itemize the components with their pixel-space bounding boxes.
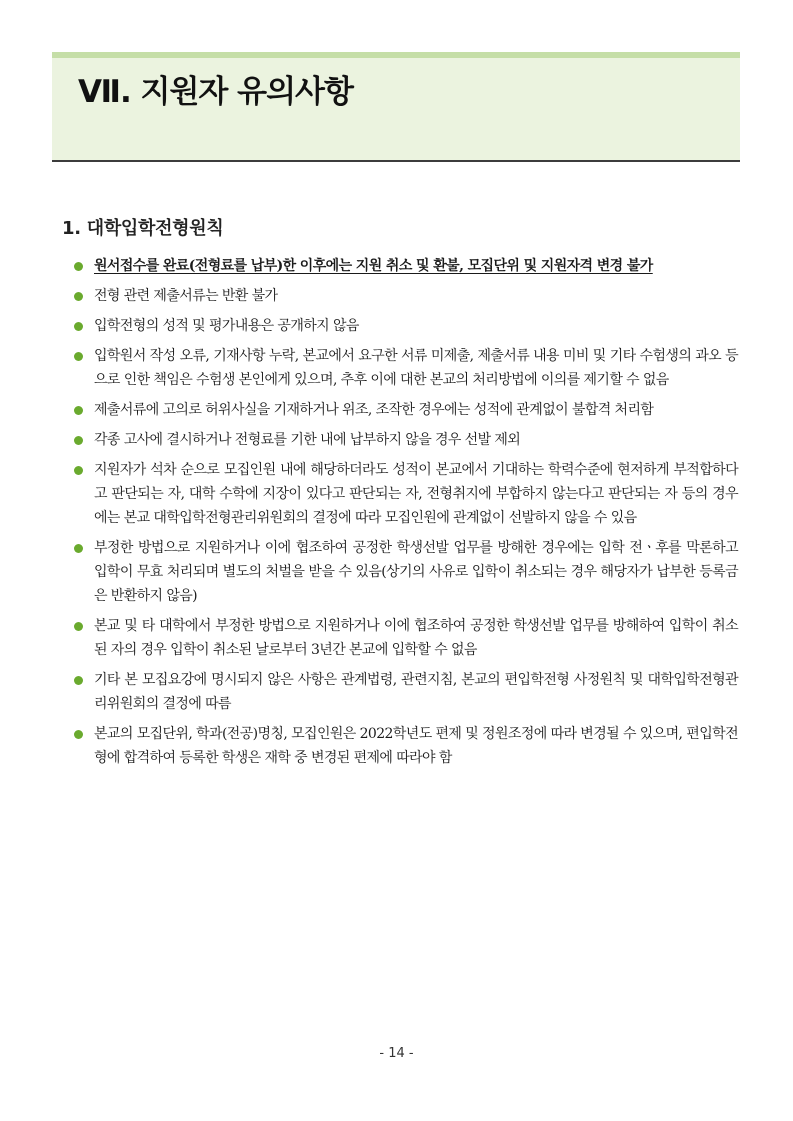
rule-item	[72, 458, 738, 530]
bullet-dot-icon	[74, 292, 83, 301]
rule-item	[72, 536, 738, 608]
rule-item	[72, 668, 738, 716]
bullet-dot-icon	[74, 466, 83, 475]
bullet-dot-icon	[74, 622, 83, 631]
chapter-header	[52, 52, 740, 162]
rule-text: 본교의 모집단위, 학과(전공)명칭, 모집인원은 2022학년도 편제 및 정원조정에 따라 변경될 수 있으며, 편입학전형에 합격하여 등록한 학생은 재학 중 변경된 편제에 따라야 함	[94, 726, 738, 766]
section-title: 1. 대학입학전형원칙	[62, 218, 224, 239]
rule-item	[72, 254, 738, 278]
rule-item	[72, 284, 738, 308]
bullet-dot-icon	[74, 544, 83, 553]
bullet-dot-icon	[74, 730, 83, 739]
bullet-dot-icon	[74, 322, 83, 331]
rule-text: 각종 고사에 결시하거나 전형료를 기한 내에 납부하지 않을 경우 선발 제외	[94, 432, 521, 448]
rule-text: 원서접수를 완료(전형료를 납부)한 이후에는 지원 취소 및 환불, 모집단위 및 지원자격 변경 불가	[94, 258, 653, 274]
rule-text: 본교 및 타 대학에서 부정한 방법으로 지원하거나 이에 협조하여 공정한 학생선발 업무를 방해하여 입학이 취소된 자의 경우 입학이 취소된 날로부터 3년간 본교에 입학할 수 없음	[94, 618, 738, 658]
rule-item	[72, 314, 738, 338]
rule-text: 부정한 방법으로 지원하거나 이에 협조하여 공정한 학생선발 업무를 방해한 경우에는 입학 전ㆍ후를 막론하고 입학이 무효 처리되며 별도의 처벌을 받을 수 있음(상기의 사유로 입학이 취소되는 경우 해당자가 납부한 등록금은 반환하지 않음)	[94, 540, 738, 604]
rule-text: 제출서류에 고의로 허위사실을 기재하거나 위조, 조작한 경우에는 성적에 관계없이 불합격 처리함	[94, 402, 654, 418]
chapter-title: Ⅶ. 지원자 유의사항	[78, 74, 353, 110]
rule-text: 입학원서 작성 오류, 기재사항 누락, 본교에서 요구한 서류 미제출, 제출서류 내용 미비 및 기타 수험생의 과오 등으로 인한 책임은 수험생 본인에게 있으며, 추후 이에 대한 본교의 처리방법에 이의를 제기할 수 없음	[94, 348, 738, 388]
page-number: - 14 -	[379, 1046, 414, 1061]
rule-item	[72, 614, 738, 662]
rule-list	[72, 254, 738, 776]
rule-item	[72, 428, 738, 452]
bullet-dot-icon	[74, 406, 83, 415]
bullet-dot-icon	[74, 676, 83, 685]
rule-text: 전형 관련 제출서류는 반환 불가	[94, 288, 278, 304]
rule-text: 입학전형의 성적 및 평가내용은 공개하지 않음	[94, 318, 359, 334]
bullet-dot-icon	[74, 436, 83, 445]
bullet-dot-icon	[74, 352, 83, 361]
rule-text: 지원자가 석차 순으로 모집인원 내에 해당하더라도 성적이 본교에서 기대하는 학력수준에 현저하게 부적합하다고 판단되는 자, 대학 수학에 지장이 있다고 판단되는 자, 전형취지에 부합하지 않는다고 판단되는 자 등의 경우에는 본교 대학입학전형관리위원회의 결정에 따라 모집인원에 관계없이 선발하지 않을 수 있음	[94, 462, 738, 526]
rule-item	[72, 344, 738, 392]
rule-text: 기타 본 모집요강에 명시되지 않은 사항은 관계법령, 관련지침, 본교의 편입학전형 사정원칙 및 대학입학전형관리위원회의 결정에 따름	[94, 672, 738, 712]
rule-item	[72, 722, 738, 770]
rule-item	[72, 398, 738, 422]
bullet-dot-icon	[74, 262, 83, 271]
